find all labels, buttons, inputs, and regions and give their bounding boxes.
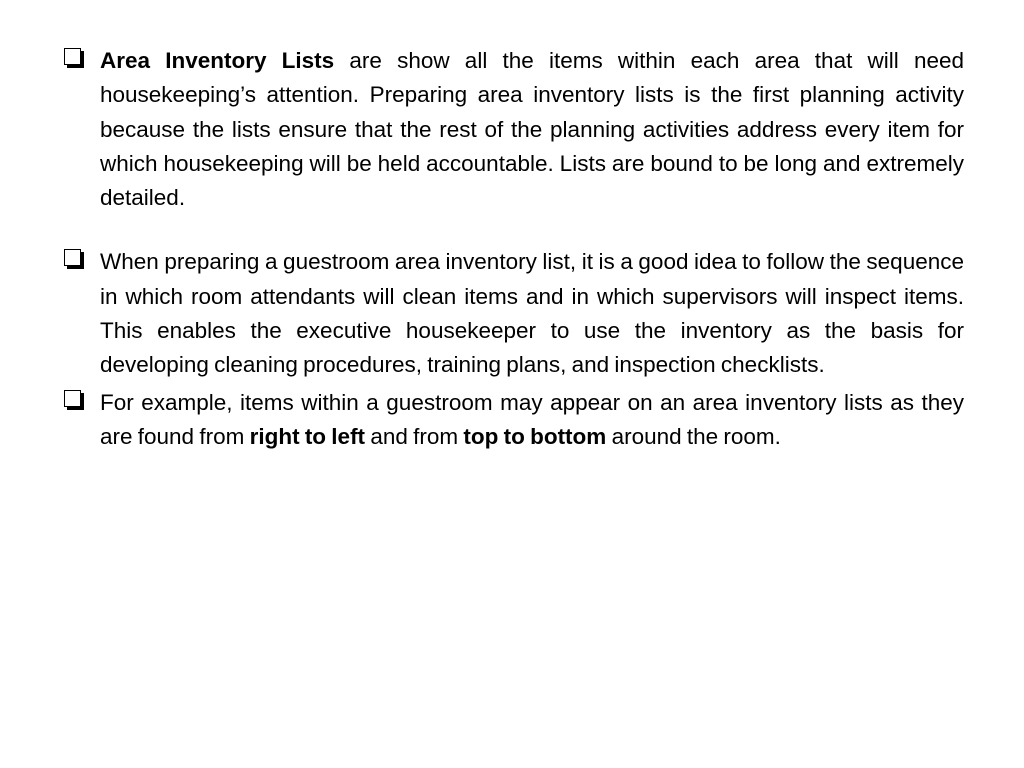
bullet-text — [100, 390, 964, 449]
square-bullet-icon — [64, 249, 81, 266]
bold-top-to-bottom: top to bottom — [463, 423, 607, 449]
bullet-body-part2: and from — [365, 423, 464, 449]
bold-lead: Area Inventory Lists — [100, 48, 335, 73]
bullet-body-part3: around the room. — [606, 423, 781, 449]
bullet-item-area-inventory — [62, 44, 964, 215]
bullet-body-part1: For example, items within a guestroom may appear on an area inventory lists as they are found from — [100, 389, 964, 449]
bullet-list — [62, 44, 964, 454]
bold-right-to-left: right to left — [249, 423, 366, 449]
bullet-item-guestroom-sequence — [62, 245, 964, 382]
bullet-item-example — [62, 386, 964, 455]
bullet-body: When preparing a guestroom area inventory list, it is a good idea to follow the sequence in which room attendants will clean items and in which supervisors will inspect items. This enables the executive housekeeper to use the inventory as the basis for developing cleaning procedures, training plans, and inspection checklists. — [100, 249, 964, 378]
bullet-body: are show all the items within each area that will need housekeeping’s attention. Preparing area inventory lists is the first planning activity because the lists ensure that the rest of the planning activities address every item for which housekeeping will be held accountable. Lists are bound to be long and extremely detailed. — [100, 48, 965, 211]
square-bullet-icon — [64, 390, 81, 407]
bullet-text — [100, 48, 964, 210]
square-bullet-icon — [64, 48, 81, 65]
